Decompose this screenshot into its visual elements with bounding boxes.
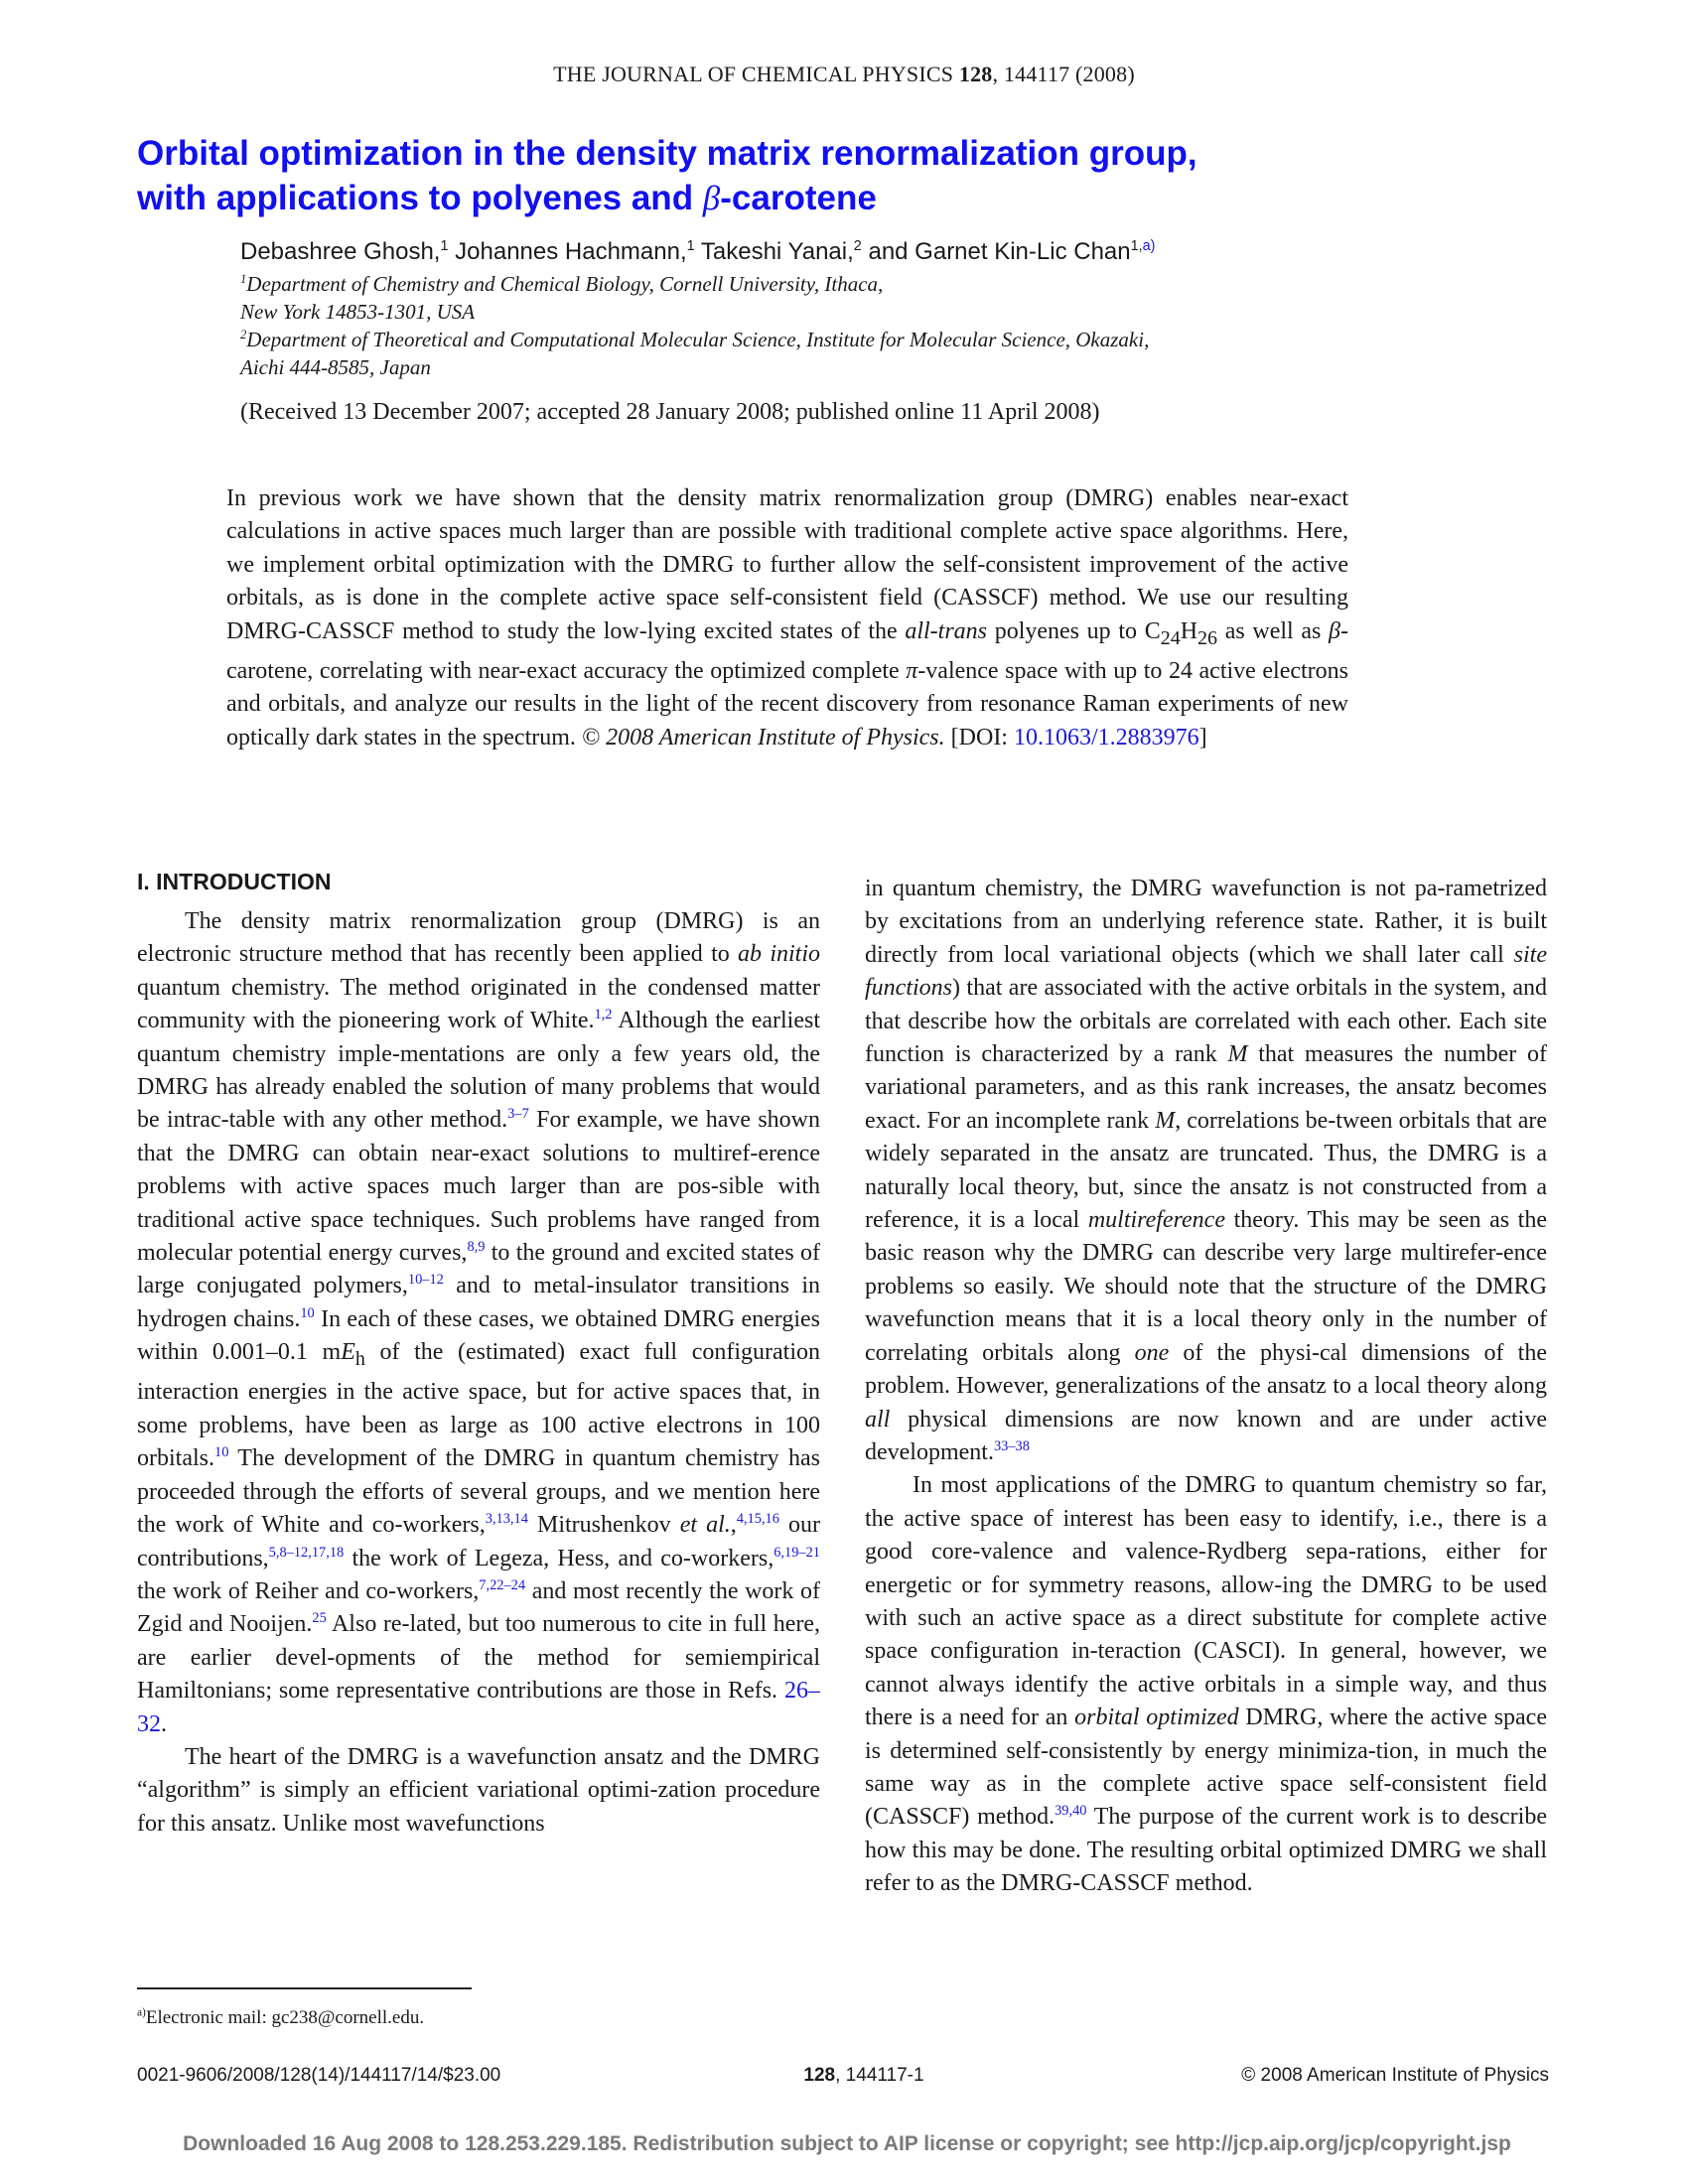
body-text: of the physi-cal dimensions of the problem. However, generalizations of the ansatz to a local theory along: [865, 1339, 1547, 1400]
title-line-2: [137, 176, 1428, 220]
footnote-link-a[interactable]: a): [1142, 238, 1156, 254]
beta-symbol: β: [702, 179, 721, 217]
body-text: in quantum chemistry, the DMRG wavefunction is not pa-rametrized by excitations from an underlying reference state. Rather, it is built directly from local variational objects (which we shall later call: [865, 876, 1547, 968]
italic-text: all: [865, 1406, 891, 1433]
author-list: [240, 238, 1155, 266]
body-text: Mitrushenkov: [527, 1512, 680, 1539]
citation-link[interactable]: 3–7: [507, 1106, 529, 1123]
body-text: ) that are associated with the active orbitals in the system, and that describe how the orbitals are correlated with each other. Each site function is characterized by a rank: [865, 975, 1547, 1068]
subscript: 26: [1197, 626, 1218, 649]
author-name: and Garnet Kin-Lic Chan: [861, 238, 1131, 265]
italic-text: site functions: [865, 941, 1547, 1002]
citation-link[interactable]: 8,9: [467, 1239, 486, 1256]
author-name: Debashree Ghosh,: [240, 238, 441, 265]
body-text: our contributions,: [137, 1512, 820, 1571]
journal-volume: 128: [958, 62, 993, 86]
italic-text: orbital optimized: [1074, 1705, 1239, 1731]
paragraph: [865, 873, 1547, 1469]
running-head: [0, 62, 1688, 87]
footnote-mark: a): [137, 2006, 146, 2019]
body-text: In most applications of the DMRG to quantum chemistry so far, the active space of interest has been easy to identify, i.e., there is a good core-valence and valence-Rydberg sepa-rations, either for energetic or for symmetry reasons, allow-ing the DMRG to be used with such an active space as a direct substitute for complete active space configuration in-teraction (CASCI). In general, however, we cannot always identify the active orbitals in a simple way, and thus there is a need for an: [865, 1472, 1547, 1731]
citation-link[interactable]: 39,40: [1055, 1803, 1087, 1820]
body-text: For example, we have shown that the DMRG can obtain near-exact solutions to multiref-erence problems with active spaces much larger than are pos-sible with traditional active space techniques. Such problems have ranged from molecular potential energy curves,: [137, 1107, 820, 1267]
body-text: The density matrix renormalization group (DMRG) is an electronic structure method that has recently been applied to: [137, 908, 820, 968]
body-text: the work of Legeza, Hess, and co-workers,: [344, 1545, 774, 1571]
abstract: [226, 482, 1348, 754]
paragraph: [137, 905, 820, 1741]
body-text: and to metal-insulator transitions in hydrogen chains.: [137, 1273, 820, 1332]
body-text: the work of Reiher and co-workers,: [137, 1577, 480, 1604]
math-symbol: E: [341, 1339, 355, 1366]
left-column: [137, 905, 820, 1841]
body-text: quantum chemistry. The method originated in the condensed matter community with the pioneering work of White.: [137, 974, 820, 1034]
title-line-2-suffix: -carotene: [720, 179, 877, 217]
author-affiliation-mark: 1: [686, 238, 695, 254]
body-text: .: [161, 1710, 167, 1737]
citation-link[interactable]: 10–12: [407, 1272, 444, 1289]
beta-symbol: β: [1329, 617, 1340, 644]
citation-link[interactable]: 4,15,16: [736, 1511, 779, 1528]
abstract-text: In previous work we have shown that the density matrix renormalization group (DMRG) enables near-exact calculations in active spaces much larger than are possible with traditional complete active space algorithms. Here, we implement orbital optimization with the DMRG to further allow the self-consistent improvement of the active orbitals, as is done in the complete active space self-consistent field (CASSCF) method. We use our resulting DMRG-CASSCF method to study the low-lying excited states of the: [226, 485, 1348, 644]
author-name: Johannes Hachmann,: [448, 238, 687, 265]
math-symbol: M: [1155, 1107, 1176, 1134]
article-title: [137, 131, 1428, 220]
citation-link[interactable]: 3,13,14: [485, 1511, 528, 1528]
math-symbol: M: [1227, 1041, 1248, 1068]
footnote-divider: [137, 1987, 472, 1989]
author-affiliation-mark: 1: [440, 238, 449, 254]
journal-name: THE JOURNAL OF CHEMICAL PHYSICS: [553, 62, 954, 86]
body-text: In each of these cases, we obtained DMRG energies within 0.001–0.1 m: [137, 1305, 820, 1366]
citation-link[interactable]: 25: [312, 1610, 327, 1627]
italic-text: et al.: [679, 1512, 731, 1539]
abstract-text: H: [1180, 617, 1198, 644]
citation-link[interactable]: 1,2: [594, 1007, 613, 1024]
body-text: The development of the DMRG in quantum chemistry has proceeded through the efforts of several groups, and we mention here the work of White and co-workers,: [137, 1445, 820, 1539]
subscript: h: [354, 1348, 365, 1371]
download-notice: Downloaded 16 Aug 2008 to 128.253.229.185. Redistribution subject to AIP license or copyright; see http://jcp.aip.org/jcp/copyright.jsp: [183, 2132, 1511, 2155]
citation-link[interactable]: 10: [300, 1304, 315, 1321]
footer-volume: 128: [803, 2065, 836, 2086]
section-heading: I. INTRODUCTION: [137, 869, 332, 894]
body-text: of the (estimated) exact full configuration interaction energies in the active space, but for active spaces that, in some problems, have been as large as 100 active electrons in 100 orbitals.: [137, 1339, 820, 1472]
body-text: Also re-lated, but too numerous to cite in full here, are earlier devel-opments of the method for semiempirical Hamiltonians; some representative contributions are those in Refs.: [137, 1611, 820, 1705]
title-line-1: Orbital optimization in the density matrix renormalization group,: [137, 134, 1197, 173]
doi-label: [DOI:: [950, 724, 1014, 751]
body-text: ,: [730, 1512, 737, 1539]
subscript: 24: [1160, 626, 1181, 649]
author-affiliation-mark: [1131, 238, 1156, 254]
affiliation-1-line-2: New York 14853-1301, USA: [240, 300, 476, 324]
footer-page: , 144117-1: [835, 2065, 924, 2086]
abstract-text: as well as: [1217, 617, 1330, 644]
abstract-copyright: © 2008 American Institute of Physics.: [581, 724, 945, 751]
body-text: and most recently the work of Zgid and Nooijen.: [137, 1577, 821, 1638]
body-text: physical dimensions are now known and are under active development.: [865, 1406, 1547, 1465]
affiliation-text: Department of Chemistry and Chemical Biology, Cornell University, Ithaca,: [246, 272, 884, 296]
citation-link[interactable]: 26–32: [137, 1678, 820, 1737]
affiliation-number: 1,: [1130, 238, 1143, 254]
affiliation-mark: 1: [240, 272, 247, 286]
citation-link[interactable]: 7,22–24: [479, 1576, 526, 1593]
right-column: [865, 873, 1547, 1901]
title-line-2-text: with applications to polyenes and: [137, 179, 703, 217]
paragraph: [865, 1469, 1547, 1900]
italic-text: multireference: [1087, 1207, 1225, 1234]
body-text: to the ground and excited states of large conjugated polymers,: [137, 1240, 820, 1299]
italic-text: ab initio: [738, 941, 821, 968]
journal-citation: , 144117 (2008): [992, 62, 1135, 86]
doi-link[interactable]: 10.1063/1.2883976: [1013, 724, 1199, 751]
affiliation-2-line-2: Aichi 444-8585, Japan: [240, 355, 431, 379]
affiliation-1-line-1: [240, 270, 883, 298]
received-dates: (Received 13 December 2007; accepted 28 January 2008; published online 11 April 2008): [240, 399, 1100, 425]
footer-issn: 0021-9606/2008/128(14)/144117/14/$23.00: [137, 2065, 501, 2086]
citation-link[interactable]: 33–38: [993, 1437, 1030, 1454]
abstract-italic: all-trans: [905, 617, 988, 644]
footer-copyright: © 2008 American Institute of Physics: [1241, 2065, 1549, 2086]
doi-bracket: ]: [1198, 724, 1207, 751]
paragraph: The heart of the DMRG is a wavefunction ansatz and the DMRG “algorithm” is simply an efficient variational optimi-zation procedure for this ansatz. Unlike most wavefunctions: [137, 1743, 820, 1837]
body-text: Although the earliest quantum chemistry imple-mentations are only a few years old, the DMRG has already enabled the solution of many problems that would be intrac-table with any other method.: [137, 1008, 820, 1134]
abstract-text: polyenes up to C: [987, 617, 1161, 644]
affiliation-text: Department of Theoretical and Computational Molecular Science, Institute for Molecular Science, Okazaki,: [246, 328, 1150, 351]
abstract-text: -carotene, correlating with near-exact accuracy the optimized complete: [226, 617, 1348, 684]
affiliation-mark: 2: [240, 328, 247, 341]
footnote: [137, 2007, 424, 2029]
body-text: The purpose of the current work is to describe how this may be done. The resulting orbital optimized DMRG we shall refer to as the DMRG-CASSCF method.: [865, 1804, 1547, 1897]
italic-text: one: [1134, 1339, 1170, 1366]
citation-link[interactable]: 5,8–12,17,18: [268, 1544, 345, 1561]
citation-link[interactable]: 6,19–21: [774, 1544, 820, 1561]
body-text: , correlations be-tween orbitals that are widely separated in the ansatz are truncated. Thus, the DMRG is a naturally local theory, but, since the ansatz is not constructed from a reference, it is a local: [865, 1107, 1547, 1234]
citation-link[interactable]: 10: [214, 1444, 229, 1461]
body-text: DMRG, where the active space is determined self-consistently by energy minimiza-tion, in much the same way as in the complete active space self-consistent field (CASSCF) method.: [865, 1705, 1547, 1831]
author-affiliation-mark: 2: [853, 238, 862, 254]
body-text: that measures the number of variational parameters, and as this rank increases, the ansatz becomes exact. For an incomplete rank: [865, 1041, 1547, 1134]
affiliation-2-line-1: [240, 326, 1149, 353]
pi-symbol: π: [906, 657, 918, 684]
body-text: theory. This may be seen as the basic reason why the DMRG can describe very large multirefer-ence problems so easily. We should note that the structure of the DMRG wavefunction means that it is a local theory only in the number of correlating orbitals along: [865, 1207, 1548, 1366]
abstract-text: -valence space with up to 24 active electrons and orbitals, and analyze our results in the light of the recent discovery from resonance Raman experiments of new optically dark states in the spectrum.: [226, 657, 1348, 751]
author-name: Takeshi Yanai,: [694, 238, 854, 265]
footnote-text: Electronic mail: gc238@cornell.edu.: [145, 2007, 425, 2028]
